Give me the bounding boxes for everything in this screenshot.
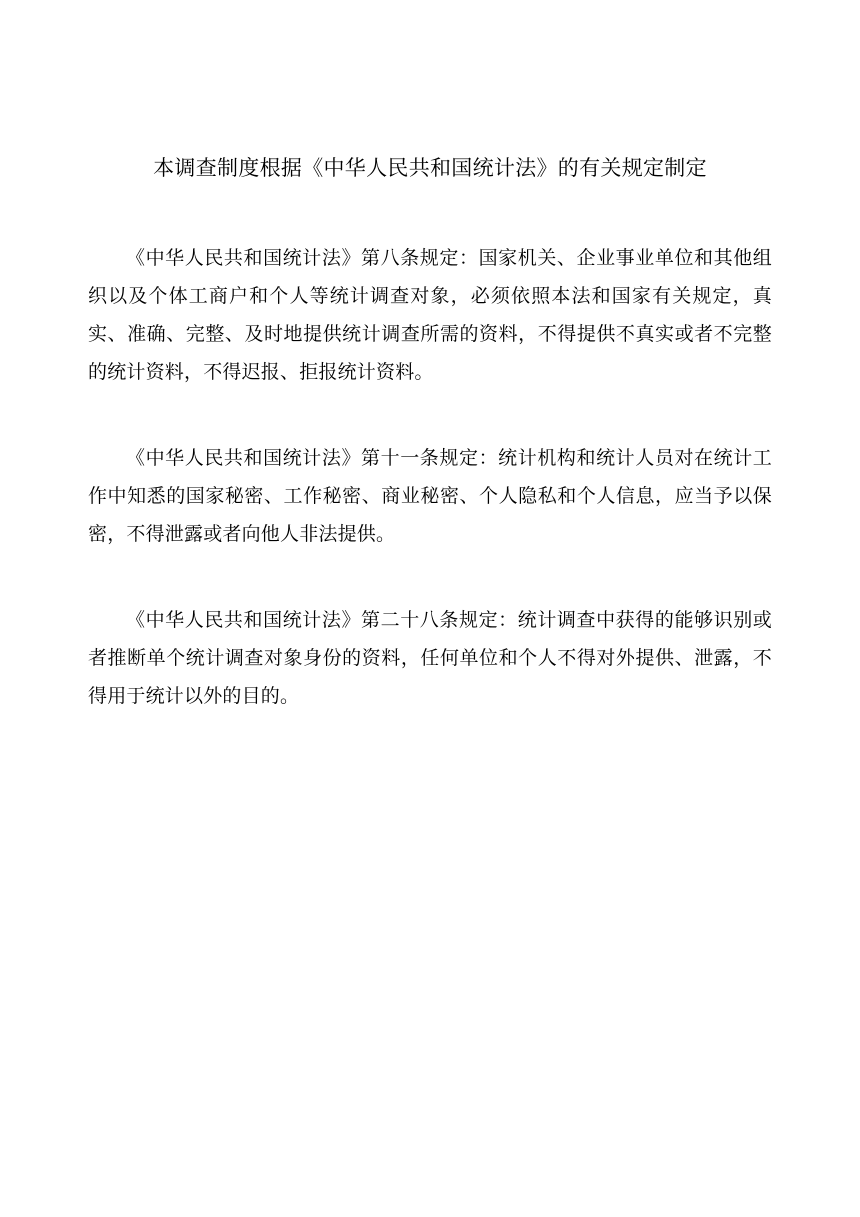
statute-clause-article-28: 《中华人民共和国统计法》第二十八条规定：统计调查中获得的能够识别或者推断单个统计调查对象身份的资料，任何单位和个人不得对外提供、泄露，不得用于统计以外的目的。 bbox=[88, 609, 772, 707]
statute-clause-article-8: 《中华人民共和国统计法》第八条规定：国家机关、企业事业单位和其他组织以及个体工商户和个人等统计调查对象，必须依照本法和国家有关规定，真实、准确、完整、及时地提供统计调查所需的资料，不得提供不真实或者不完整的统计资料，不得迟报、拒报统计资料。 bbox=[88, 247, 772, 383]
statute-clause-article-11: 《中华人民共和国统计法》第十一条规定：统计机构和统计人员对在统计工作中知悉的国家秘密、工作秘密、商业秘密、个人隐私和个人信息，应当予以保密，不得泄露或者向他人非法提供。 bbox=[88, 447, 772, 545]
document-title: 本调查制度根据《中华人民共和国统计法》的有关规定制定 bbox=[153, 156, 707, 180]
